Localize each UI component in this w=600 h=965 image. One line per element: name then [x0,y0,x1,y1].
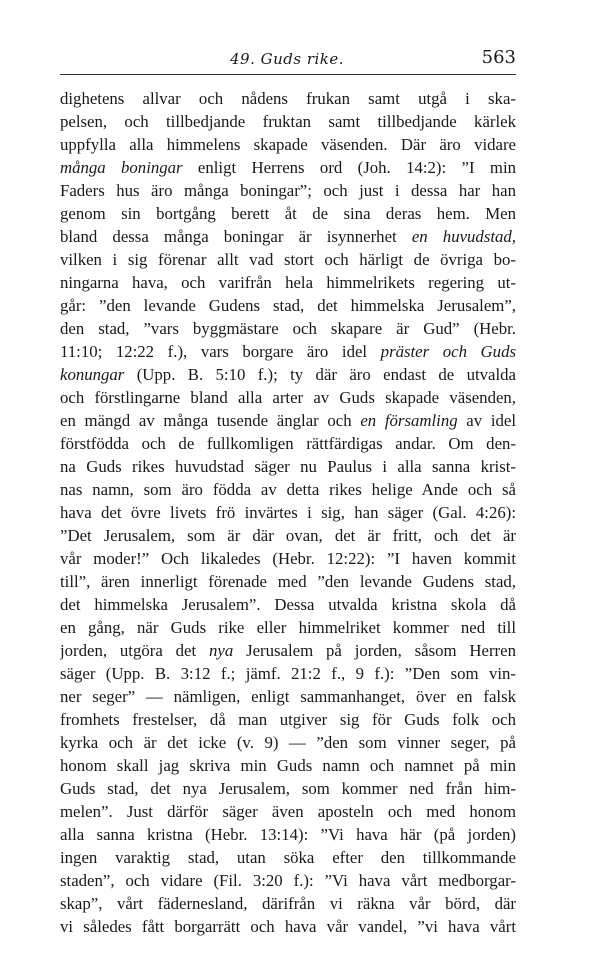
text-segment: en mängd av många tusende änglar och [60,411,361,430]
italic-phrase: många boningar [60,158,183,177]
text-segment: ningarna hava, och varifrån hela himmelrikets regering ut- [60,273,516,292]
italic-phrase: konungar [60,365,125,384]
text-line [60,639,516,662]
text-segment: uppfylla alla himmelens skapade väsenden. Där äro vidare [60,135,516,154]
text-segment: den stad, ”vars byggmästare och skapare är Gud” (Hebr. [60,319,516,338]
italic-phrase: en huvudstad, [411,227,516,246]
text-segment: ”Det Jerusalem, som är där ovan, det är fritt, och det är [60,526,516,545]
text-line [60,616,516,639]
text-segment: fromhets frestelser, då man utgiver sig för Guds folk och [60,710,516,729]
text-segment: hava det övre livets frö invärtes i sig, han säger (Gal. 4:26): [60,503,516,522]
text-line [60,685,516,708]
text-line [60,363,516,386]
italic-phrase: nya [208,641,234,660]
text-segment: pelsen, och tillbedjande fruktan samt tillbedjande kärlek [60,112,516,131]
text-segment: staden”, och vidare (Fil. 3:20 f.): ”Vi hava vårt medborgar- [60,871,516,890]
text-segment: na Guds rikes huvudstad säger nu Paulus i alla sanna krist- [60,457,516,476]
text-line [60,892,516,915]
text-line [60,869,516,892]
text-segment: ner seger” — nämligen, enligt sammanhanget, över en falsk [60,687,516,706]
text-line [60,317,516,340]
text-line [60,386,516,409]
text-line [60,547,516,570]
text-segment: alla sanna kristna (Hebr. 13:14): ”Vi hava här (på jorden) [60,825,516,844]
text-line [60,455,516,478]
text-line [60,524,516,547]
text-segment: vilken i sig förenar allt vad stort och härligt de övriga bo- [60,250,516,269]
text-segment: enligt Herrens ord (Joh. 14:2): ”I min [182,158,516,177]
text-segment: det himmelska Jerusalem”. Dessa utvalda kristna skola då [60,595,516,614]
text-segment: Faders hus äro många boningar”; och just i dessa har han [60,181,516,200]
text-segment: till”, ären innerligt förenade med ”den levande Gudens stad, [60,572,516,591]
text-segment: ingen varaktig stad, utan söka efter den tillkommande [60,848,516,867]
text-segment: en gång, när Guds rike eller himmelriket kommer ned till [60,618,516,637]
text-line [60,662,516,685]
text-segment: 11:10; 12:22 f.), vars borgare äro idel [60,342,381,361]
text-line [60,432,516,455]
text-segment: genom sin bortgång berett åt de sina deras hem. Men [60,204,516,223]
text-line [60,133,516,156]
text-line [60,202,516,225]
italic-phrase: en församling [360,411,458,430]
text-segment: Guds stad, det nya Jerusalem, som kommer ned från him- [60,779,516,798]
text-line [60,915,516,938]
text-segment: bland dessa många boningar är isynnerhet [60,227,412,246]
text-line [60,846,516,869]
text-line [60,340,516,363]
text-segment: går: ”den levande Gudens stad, det himmelska Jerusalem”, [60,296,516,315]
text-line [60,777,516,800]
text-line [60,800,516,823]
text-line [60,593,516,616]
text-segment: melen”. Just därför säger även aposteln och med honom [60,802,516,821]
text-segment: av idel [457,411,516,430]
body-text [60,87,516,938]
text-segment: förstfödda och de fullkomligen rättfärdigas andar. Om den- [60,434,516,453]
text-segment: nas namn, som äro födda av detta rikes helige Ande och så [60,480,516,499]
text-segment: kyrka och är det icke (v. 9) — ”den som vinner seger, på [60,733,516,752]
text-line [60,156,516,179]
text-line [60,271,516,294]
text-segment: säger (Upp. B. 3:12 f.; jämf. 21:2 f., 9 f.): ”Den som vin- [60,664,516,683]
text-line [60,294,516,317]
text-line [60,754,516,777]
text-segment: (Upp. B. 5:10 f.); ty där äro endast de utvalda [124,365,516,384]
text-segment: jorden, utgöra det [60,641,209,660]
text-line [60,823,516,846]
text-segment: dighetens allvar och nådens frukan samt utgå i ska- [60,89,516,108]
text-segment: Jerusalem på jorden, såsom Herren [233,641,516,660]
text-segment: honom skall jag skriva min Guds namn och namnet på min [60,756,516,775]
text-line [60,708,516,731]
text-line [60,225,516,248]
text-segment: skap”, vårt fädernesland, därifrån vi räkna vår börd, där [60,894,516,913]
text-line [60,501,516,524]
chapter-title: 49. Guds rike. [230,50,345,68]
text-line [60,248,516,271]
text-line [60,110,516,133]
text-line [60,87,516,110]
text-line [60,570,516,593]
text-line [60,409,516,432]
page-number: 563 [481,47,516,68]
text-segment: och förstlingarne bland alla arter av Guds skapade väsenden, [60,388,516,407]
running-header [60,44,516,75]
text-segment: vår moder!” Och likaledes (Hebr. 12:22): ”I haven kommit [60,549,516,568]
text-line [60,179,516,202]
italic-phrase: präster och Guds [380,342,516,361]
text-segment: vi således fått borgarrätt och hava vår vandel, ”vi hava vårt [60,917,516,936]
text-line [60,478,516,501]
text-line [60,731,516,754]
